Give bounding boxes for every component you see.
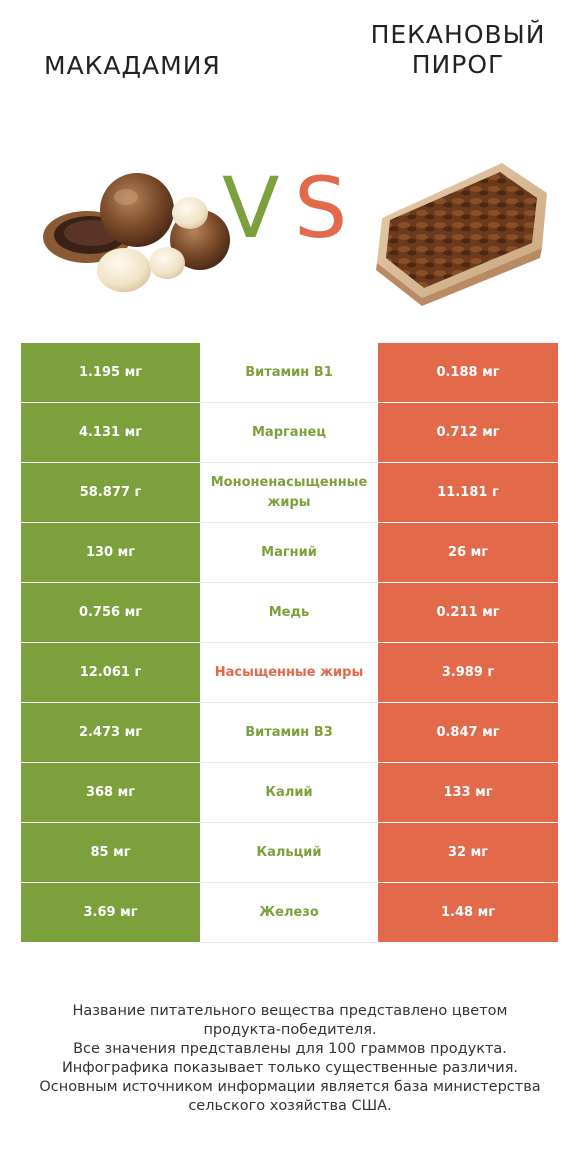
pecan-pie-image [362, 148, 562, 308]
nutrient-name: Марганец [200, 403, 378, 463]
left-value: 58.877 г [21, 463, 200, 523]
nutrient-name: Витамин B1 [200, 343, 378, 403]
nutrient-name: Витамин B3 [200, 703, 378, 763]
table-row [21, 883, 558, 943]
right-value: 26 мг [378, 523, 558, 583]
right-value: 0.847 мг [378, 703, 558, 763]
footer-note [20, 1002, 560, 1116]
right-value: 3.989 г [378, 643, 558, 703]
versus-label [222, 158, 362, 258]
table-row [21, 823, 558, 883]
left-value: 2.473 мг [21, 703, 200, 763]
right-value: 32 мг [378, 823, 558, 883]
versus-v: V [222, 159, 280, 257]
nutrient-comparison-table [21, 343, 558, 943]
left-value: 85 мг [21, 823, 200, 883]
right-product-title [358, 20, 558, 80]
left-value: 4.131 мг [21, 403, 200, 463]
left-value: 0.756 мг [21, 583, 200, 643]
table-row [21, 703, 558, 763]
nutrient-name: Мононенасыщенные жиры [200, 463, 378, 523]
right-value: 0.712 мг [378, 403, 558, 463]
table-row [21, 523, 558, 583]
left-value: 130 мг [21, 523, 200, 583]
footer-line-6: сельского хозяйства США. [188, 1098, 392, 1114]
left-value: 3.69 мг [21, 883, 200, 943]
footer-line-2: продукта-победителя. [203, 1022, 377, 1038]
left-value: 12.061 г [21, 643, 200, 703]
nutrient-name: Кальций [200, 823, 378, 883]
nutrient-name: Насыщенные жиры [200, 643, 378, 703]
table-row [21, 403, 558, 463]
footer-line-1: Название питательного вещества представлено цветом [72, 1003, 508, 1019]
nutrient-name: Медь [200, 583, 378, 643]
nutrient-name: Магний [200, 523, 378, 583]
table-row [21, 583, 558, 643]
right-value: 0.211 мг [378, 583, 558, 643]
left-value: 368 мг [21, 763, 200, 823]
right-value: 1.48 мг [378, 883, 558, 943]
right-value: 133 мг [378, 763, 558, 823]
left-product-title: МАКАДАМИЯ [44, 51, 221, 80]
footer-line-5: Основным источником информации является база министерства [39, 1079, 541, 1095]
macadamia-image [42, 165, 232, 300]
table-row [21, 763, 558, 823]
table-row [21, 463, 558, 523]
left-value: 1.195 мг [21, 343, 200, 403]
right-title-line-2: ПИРОГ [411, 50, 505, 79]
right-title-line-1: ПЕКАНОВЫЙ [370, 20, 546, 49]
right-value: 0.188 мг [378, 343, 558, 403]
nutrient-name: Железо [200, 883, 378, 943]
footer-line-4: Инфографика показывает только существенные различия. [61, 1060, 519, 1076]
footer-line-3: Все значения представлены для 100 граммов продукта. [73, 1041, 507, 1057]
versus-s: S [294, 159, 348, 257]
nutrient-name: Калий [200, 763, 378, 823]
right-value: 11.181 г [378, 463, 558, 523]
table-row [21, 343, 558, 403]
table-row [21, 643, 558, 703]
